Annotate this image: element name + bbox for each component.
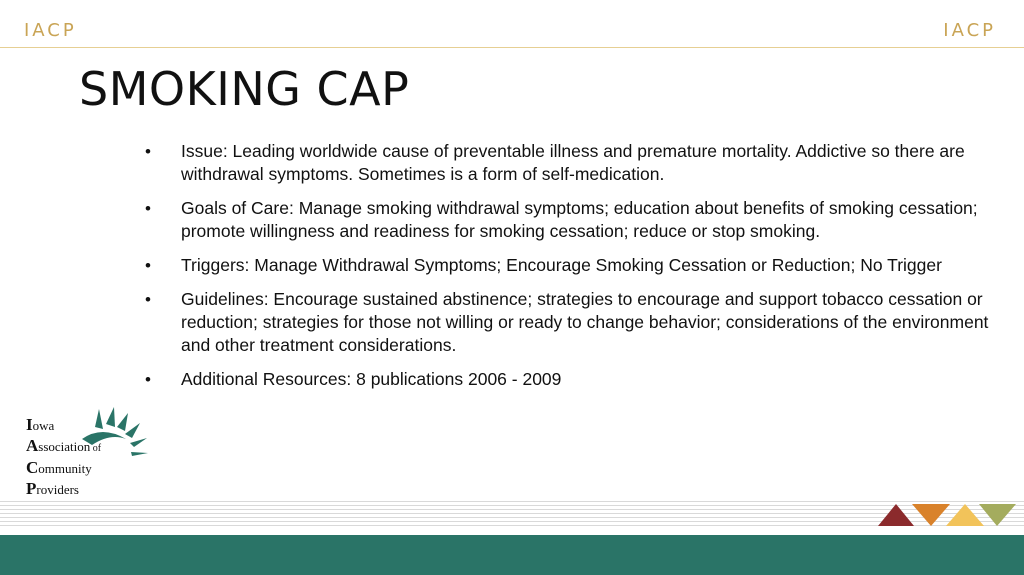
bullet-item-triggers xyxy=(145,254,990,277)
bullet-item-guidelines xyxy=(145,288,990,357)
footer-stripes xyxy=(0,501,1024,529)
bullet-text: Additional Resources: 8 publications 2006 - 2009 xyxy=(181,369,562,389)
triangle-decoration xyxy=(876,502,1016,528)
bullet-text: Goals of Care: Manage smoking withdrawal symptoms; education about benefits of smoking cessation; promote willingness and readiness for smoking cessation; reduce or stop smoking. xyxy=(181,198,978,241)
bullet-icon: • xyxy=(145,370,151,389)
bullet-item-issue xyxy=(145,140,990,186)
header-logo-right: IACP xyxy=(943,20,996,41)
bullet-item-resources xyxy=(145,368,990,391)
bullet-icon: • xyxy=(145,290,151,309)
bullet-list xyxy=(145,140,990,402)
organization-name: Iowa Association of Community Providers xyxy=(26,415,102,498)
triangle-down-orange xyxy=(912,504,950,526)
header-divider xyxy=(0,47,1024,48)
triangle-down-olive xyxy=(979,504,1016,526)
bullet-text: Triggers: Manage Withdrawal Symptoms; Encourage Smoking Cessation or Reduction; No Trigger xyxy=(181,255,942,275)
triangle-up-yellow xyxy=(946,504,984,526)
bullet-icon: • xyxy=(145,256,151,275)
slide-title: SMOKING CAP xyxy=(79,62,410,116)
organization-logo xyxy=(22,405,162,500)
bullet-icon: • xyxy=(145,142,151,161)
bullet-icon: • xyxy=(145,199,151,218)
footer-bar xyxy=(0,535,1024,575)
bullet-item-goals xyxy=(145,197,990,243)
bullet-text: Issue: Leading worldwide cause of preventable illness and premature mortality. Addictive so there are withdrawal symptoms. Sometimes is a form of self-medication. xyxy=(181,141,965,184)
triangle-up-red xyxy=(878,504,914,526)
header-logo-left: IACP xyxy=(24,20,77,41)
bullet-text: Guidelines: Encourage sustained abstinence; strategies to encourage and support tobacco cessation or reduction; strategies for those not willing or ready to change behavior; considerations of the environment and other treatment considerations. xyxy=(181,289,989,355)
